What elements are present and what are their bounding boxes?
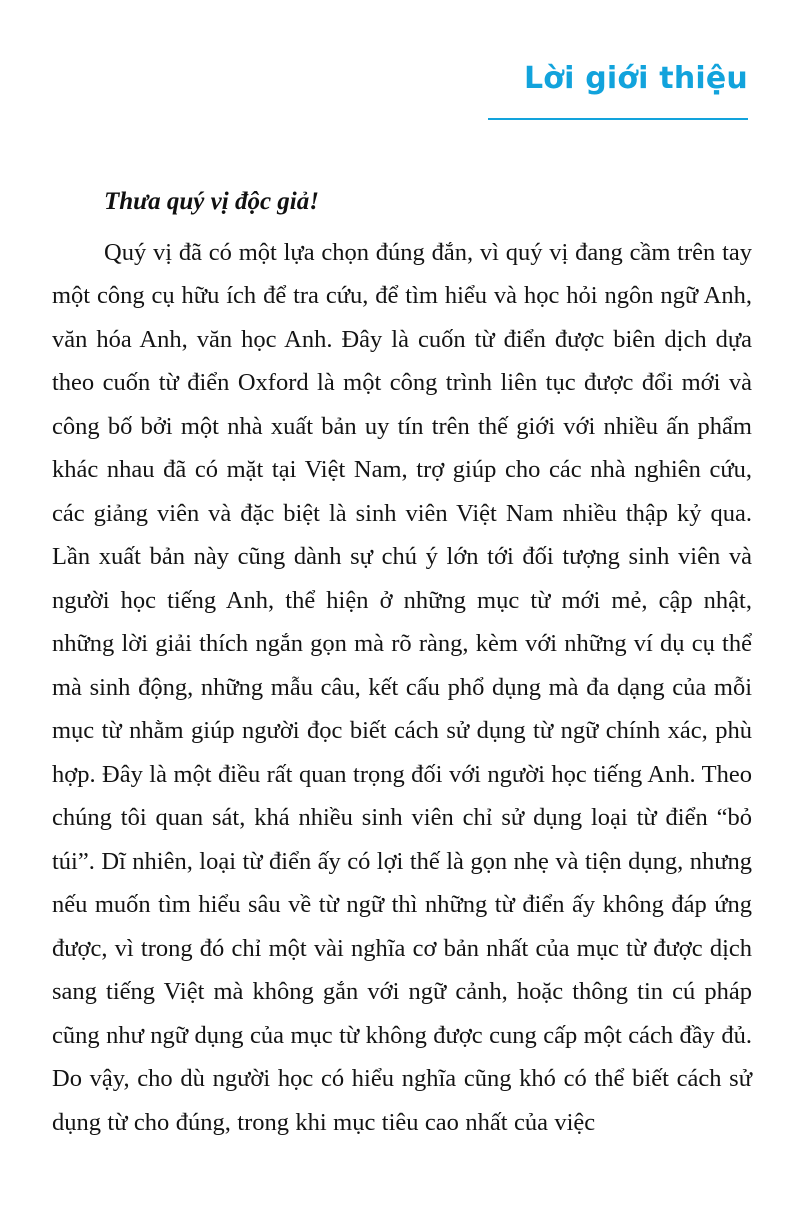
body-paragraph: Quý vị đã có một lựa chọn đúng đắn, vì quý vị đang cầm trên tay một công cụ hữu ích để tra cứu, để tìm hiểu và học hỏi ngôn ngữ Anh, văn hóa Anh, văn học Anh. Đây là cuốn từ điển được biên dịch dựa theo cuốn từ điển Oxford là một công trình liên tục được đổi mới và công bố bởi một nhà xuất bản uy tín trên thế giới với nhiều ấn phẩm khác nhau đã có mặt tại Việt Nam, trợ giúp cho các nhà nghiên cứu, các giảng viên và đặc biệt là sinh viên Việt Nam nhiều thập kỷ qua. Lần xuất bản này cũng dành sự chú ý lớn tới đối tượng sinh viên và người học tiếng Anh, thể hiện ở những mục từ mới mẻ, cập nhật, những lời giải thích ngắn gọn mà rõ ràng, kèm với những ví dụ cụ thể mà sinh động, những mẫu câu, kết cấu phổ dụng mà đa dạng của mỗi mục từ nhằm giúp người đọc biết cách sử dụng từ ngữ chính xác, phù hợp. Đây là một điều rất quan trọng đối với người học tiếng Anh. Theo chúng tôi quan sát, khá nhiều sinh viên chỉ sử dụng loại từ điển “bỏ túi”. Dĩ nhiên, loại từ điển ấy có lợi thế là gọn nhẹ và tiện dụng, nhưng nếu muốn tìm hiểu sâu về từ ngữ thì những từ điển ấy không đáp ứng được, vì trong đó chỉ một vài nghĩa cơ bản nhất của mục từ được dịch sang tiếng Việt mà không gắn với ngữ cảnh, hoặc thông tin cú pháp cũng như ngữ dụng của mục từ không được cung cấp một cách đầy đủ. Do vậy, cho dù người học có hiểu nghĩa cũng khó có thể biết cách sử dụng từ cho đúng, trong khi mục tiêu cao nhất của việc	[52, 238, 752, 1136]
page-content	[52, 186, 752, 1144]
page-title: Lời giới thiệu	[523, 61, 748, 96]
page-header	[48, 62, 748, 95]
header-divider	[488, 118, 748, 120]
salutation-text: Thưa quý vị độc giả!	[104, 188, 319, 215]
